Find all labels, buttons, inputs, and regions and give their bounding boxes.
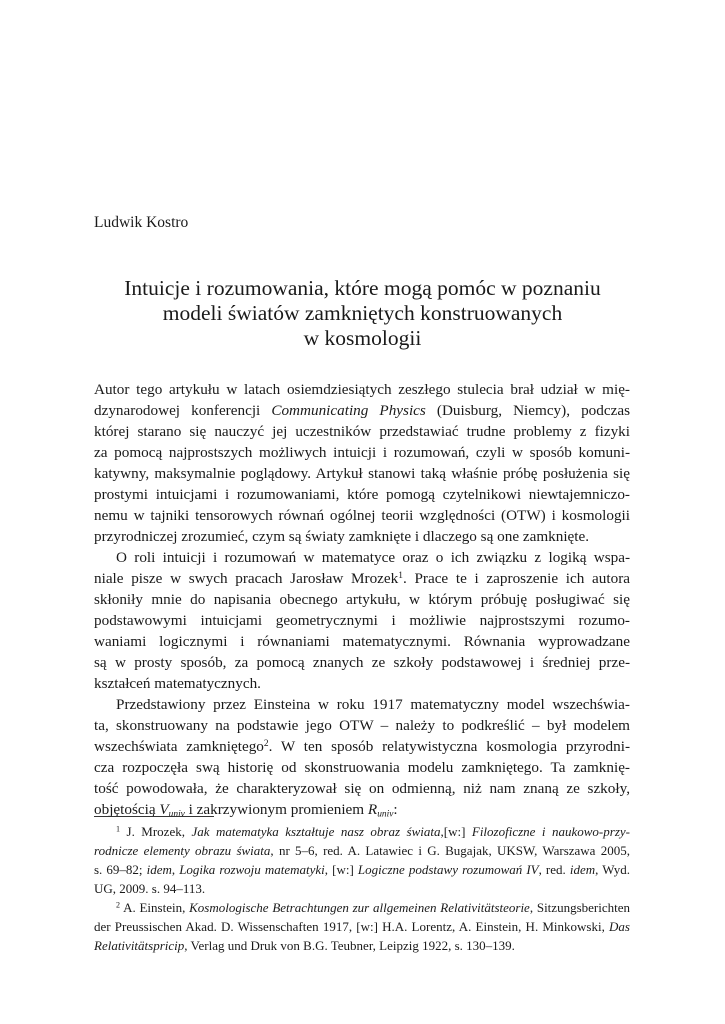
footnote-divider	[94, 816, 214, 817]
text-run: skłoniły mnie do napisania obecnego artykułu, w którym próbuję posługiwać się	[94, 591, 630, 608]
footnote-marker: 2	[263, 738, 269, 749]
text-run: waniami logicznymi i równaniami matematycznymi. Równania wyprowadzane	[94, 633, 630, 650]
footnote-line	[94, 936, 630, 955]
text-run: A. Einstein,	[120, 900, 190, 915]
text-run: der Preussischen Akad. D. Wissenschaften 1917, [w:] H.A. Lorentz, A. Einstein, H. Minkowski,	[94, 919, 610, 934]
text-run: O roli intuicji i rozumowań w matematyce oraz o ich związku z logiką wspa-	[116, 549, 630, 566]
text-run: Logika rozwoju matematyki	[179, 862, 325, 877]
text-run: objętością	[94, 801, 160, 818]
body-line	[94, 694, 630, 715]
text-run: . Prace te i zaproszenie ich autora	[402, 570, 630, 587]
article-body	[94, 379, 630, 820]
footnote-marker: 1	[398, 570, 403, 581]
text-run: za pomocą najprostszych możliwych intuicji i rozumowań, czyli w sposób komuni-	[94, 444, 630, 461]
text-run: , [w:]	[324, 862, 358, 877]
text-run: . W ten sposób relatywistyczna kosmologia przyrodni-	[268, 738, 630, 755]
body-line	[94, 715, 630, 736]
text-run: , Verlag und Druk von B.G. Teubner, Leipzig 1922, s. 130–139.	[184, 938, 515, 953]
text-run: Autor tego artykułu w latach osiemdziesiątych zeszłego stulecia brał udział w mię-	[94, 381, 630, 398]
body-line	[94, 652, 630, 673]
text-run: podstawowymi intuicjami geometrycznymi i możliwie najprostszymi rozumo-	[94, 612, 630, 629]
text-run: wszechświata zamkniętego	[94, 738, 264, 755]
footnote-marker: 2	[116, 900, 121, 910]
title-line: w kosmologii	[303, 326, 422, 350]
footnote-line	[94, 860, 630, 879]
text-run: katywny, maksymalnie poglądowy. Artykuł stanowi taką właśnie próbę posłużenia się	[94, 465, 630, 482]
text-run: idem	[569, 862, 596, 877]
text-run: ,[w:]	[440, 824, 472, 839]
text-run: której starano się nauczyć jej uczestników przedstawiać trudne problemy z fizyki	[94, 423, 630, 440]
body-line	[94, 421, 630, 442]
text-run: Logiczne podstawy rozumowań IV	[357, 862, 539, 877]
title-line: Intuicje i rozumowania, które mogą pomóc w poznaniu	[124, 276, 601, 300]
text-run: Przedstawiony przez Einsteina w roku 1917 matematyczny model wszechświa-	[116, 696, 630, 713]
body-line	[94, 589, 630, 610]
footnote-marker: 1	[116, 824, 121, 834]
text-run: kształceń matematycznych.	[94, 675, 261, 692]
text-run: są w prosty sposób, za pomocą znanych ze szkoły podstawowej i średniej prze-	[94, 654, 630, 671]
text-run: Jak matematyka kształtuje nasz obraz świata	[191, 824, 441, 839]
text-run: ,	[171, 862, 180, 877]
text-run: R	[367, 801, 378, 818]
body-line	[94, 778, 630, 799]
body-line	[94, 631, 630, 652]
text-run: Filozoficzne i naukowo-przy-	[471, 824, 630, 839]
footnote-line	[94, 822, 630, 841]
text-run: UG, 2009. s. 94–113.	[94, 881, 206, 896]
body-line	[94, 673, 630, 694]
body-line	[94, 526, 630, 547]
text-run: prostymi intuicjami i rozumowaniami, które pomogą czytelnikowi niewtajemniczo-	[94, 486, 630, 503]
text-run: , red.	[538, 862, 570, 877]
text-run: tość powodowała, że charakteryzował się on odmienną, niż nam znaną ze szkoły,	[94, 780, 630, 797]
text-run: dzynarodowej konferencji	[94, 402, 272, 419]
footnotes	[94, 822, 630, 955]
text-run: Das	[609, 919, 630, 934]
text-run: i zakrzywionym promieniem	[184, 801, 368, 818]
text-run: :	[393, 801, 398, 818]
text-run: , Wyd.	[595, 862, 630, 877]
text-run: , Sitzungsberichten	[529, 900, 630, 915]
footnote-line	[94, 898, 630, 917]
text-run: s. 69–82;	[94, 862, 147, 877]
text-run: (Duisburg, Niemcy), podczas	[425, 402, 630, 419]
text-run: , nr 5–6, red. A. Latawiec i G. Bugajak, UKSW, Warszawa 2005,	[270, 843, 630, 858]
text-run: rodnicze elementy obrazu świata	[94, 843, 271, 858]
text-run: Communicating Physics	[271, 402, 426, 419]
subscript: univ	[168, 809, 185, 820]
text-run: cza rozpoczęła swą historię od skonstruowania modelu zamkniętego. Ta zamknię-	[94, 759, 630, 776]
body-line	[94, 610, 630, 631]
body-line	[94, 463, 630, 484]
footnote-line	[94, 917, 630, 936]
text-run: Kosmologische Betrachtungen zur allgemeinen Relativitätsteorie	[189, 900, 530, 915]
text-run: nemu w tajniki tensorowych równań ogólnej teorii względności (OTW) i kosmologii	[94, 507, 630, 524]
body-line	[94, 379, 630, 400]
body-line	[94, 484, 630, 505]
body-line	[94, 736, 630, 757]
footnote-line	[94, 879, 630, 898]
footnote-line	[94, 841, 630, 860]
text-run: niale pisze w swych pracach Jarosław Mrozek	[94, 570, 399, 587]
subscript: univ	[377, 809, 394, 820]
text-run: idem	[146, 862, 172, 877]
body-line	[94, 400, 630, 421]
text-run: V	[159, 801, 169, 818]
author-name: Ludwik Kostro	[94, 214, 189, 231]
text-run: J. Mrozek,	[120, 824, 192, 839]
title-line: modeli światów zamkniętych konstruowanych	[162, 301, 563, 325]
body-line	[94, 442, 630, 463]
text-run: ta, skonstruowany na podstawie jego OTW – należy to podkreślić – był modelem	[94, 717, 630, 734]
body-line	[94, 568, 630, 589]
body-line	[94, 505, 630, 526]
text-run: przyrodniczej zrozumieć, czym są światy zamknięte i dlaczego są one zamknięte.	[94, 528, 590, 545]
body-line	[94, 547, 630, 568]
text-run: Relativitätspricip	[94, 938, 185, 953]
article-title	[80, 276, 645, 351]
body-line	[94, 757, 630, 778]
